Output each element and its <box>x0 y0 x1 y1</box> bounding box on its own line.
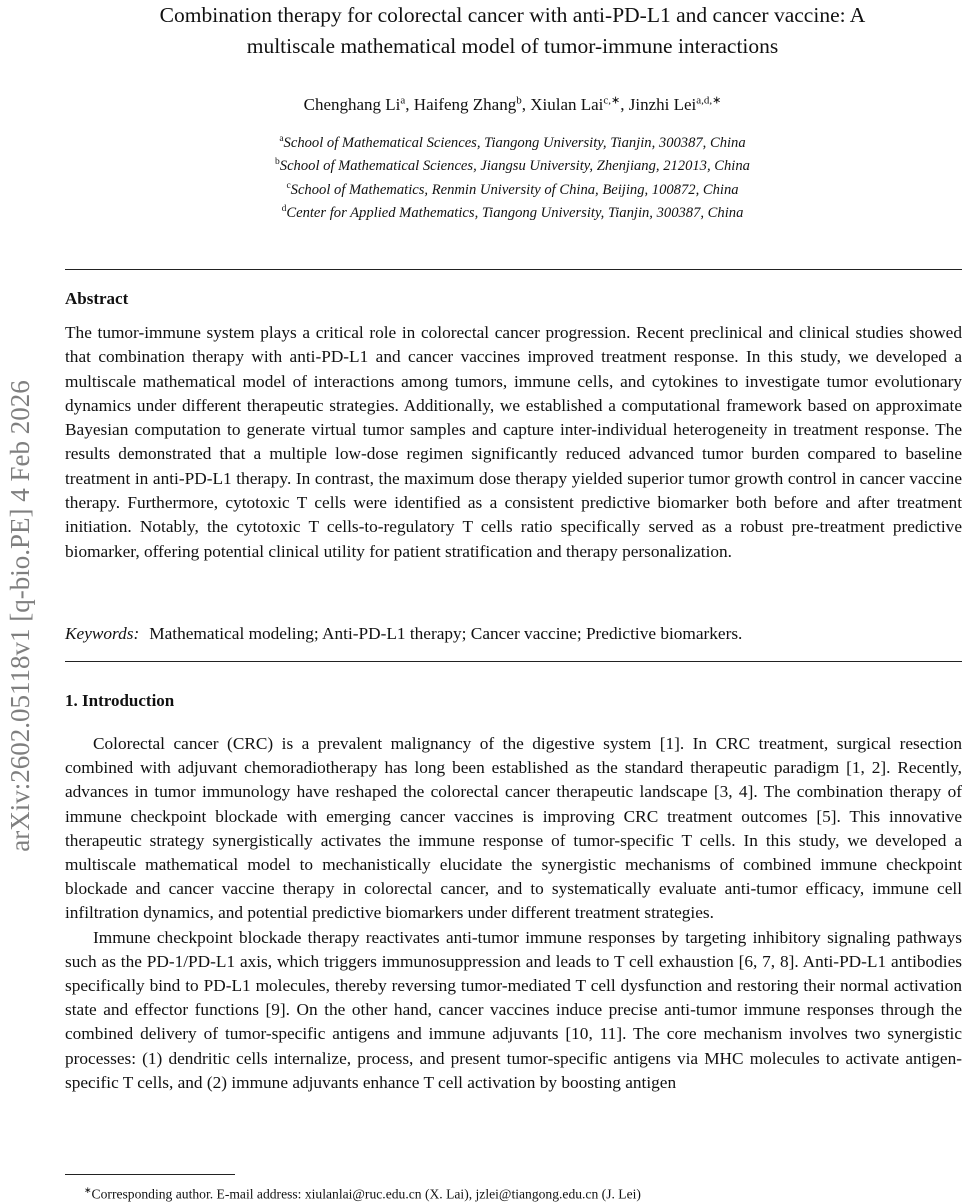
affiliation: $^a$School of Mathematical Sciences, Tiangong University, Tianjin, 300387, China <box>279 134 746 151</box>
introduction-body <box>65 732 962 1095</box>
introduction-paragraph: Colorectal cancer (CRC) is a prevalent malignancy of the digestive system [1]. In CRC treatment, surgical resection combined with adjuvant chemoradiotherapy has long been established as the standard therapeutic paradigm [1, 2]. Recently, advances in tumor immunology have reshaped the colorectal cancer therapeutic landscape [3, 4]. The combination therapy of immune checkpoint blockade with emerging cancer vaccines is improving CRC treatment outcomes [5]. This innovative therapeutic strategy synergistically activates the immune response of tumor-specific T cells. In this study, we developed a multiscale mathematical model to mechanistically elucidate the synergistic mechanisms of combined immune checkpoint blockade and cancer vaccine therapy in colorectal cancer, and to systematically evaluate anti-tumor efficacy, immune cell infiltration dynamics, and potential predictive biomarkers under different treatment strategies. <box>65 734 962 923</box>
paper-title <box>60 0 962 62</box>
footnote-marker: ∗ <box>84 1185 92 1195</box>
keywords-label: Keywords: <box>65 624 140 643</box>
introduction-paragraph: Immune checkpoint blockade therapy reactivates anti-tumor immune responses by targeting inhibitory signaling pathways such as the PD-1/PD-L1 axis, which triggers immunosuppression and leads to T cell exhaustion [6, 7, 8]. Anti-PD-L1 antibodies specifically bind to PD-L1 molecules, thereby reversing tumor-mediated T cell dysfunction and restoring their normal activation state and effector functions [9]. On the other hand, cancer vaccines induce precise anti-tumor immune responses through the combined delivery of tumor-specific antigens and immune adjuvants [10, 11]. The core mechanism involves two synergistic processes: (1) dendritic cells internalize, process, and present tumor-specific antigens via MHC molecules to activate antigen-specific T cells, and (2) immune adjuvants enhance T cell activation by boosting antigen <box>65 927 962 1092</box>
keywords-text: Mathematical modeling; Anti-PD-L1 therapy; Cancer vaccine; Predictive biomarkers. <box>149 624 743 643</box>
author: Jinzhi Lei$^{a,d,∗}$ <box>628 94 722 114</box>
affiliation-list <box>60 130 962 223</box>
author-list <box>60 89 962 116</box>
author: Chenghang Li$^a$, <box>303 94 414 114</box>
affiliation: $^b$School of Mathematical Sciences, Jiangsu University, Zhenjiang, 212013, China <box>275 157 750 175</box>
title-line-2: multiscale mathematical model of tumor-immune interactions <box>246 34 779 58</box>
introduction-heading: 1. Introduction <box>65 691 175 710</box>
author: Xiulan Lai$^{c,∗}$, <box>530 94 629 114</box>
author: Haifeng Zhang$^b$, <box>413 94 531 114</box>
abstract-heading: Abstract <box>65 289 129 308</box>
footnote-text: Corresponding author. E-mail address: xiulanlai@ruc.edu.cn (X. Lai), jzlei@tiangong.edu.cn (J. Lei) <box>91 1186 641 1202</box>
footnote-rule <box>65 1174 235 1175</box>
title-line-1: Combination therapy for colorectal cancer with anti-PD-L1 and cancer vaccine: A <box>159 3 866 27</box>
keywords-line <box>65 622 962 646</box>
abstract-text: The tumor-immune system plays a critical role in colorectal cancer progression. Recent preclinical and clinical studies showed that combination therapy with anti-PD-L1 and cancer vaccines improved treatment response. In this study, we developed a multiscale mathematical model of interactions among tumors, immune cells, and cytokines to investigate tumor evolutionary dynamics under different therapeutic strategies. Additionally, we established a computational framework based on approximate Bayesian computation to generate virtual tumor samples and capture inter-individual heterogeneity in treatment response. The results demonstrated that a multiple low-dose regimen significantly reduced advanced tumor burden compared to baseline treatment in anti-PD-L1 therapy. In contrast, the maximum dose therapy yielded superior tumor growth control in cancer vaccine therapy. Furthermore, cytotoxic T cells were identified as a consistent predictive biomarker both before and after treatment initiation. Notably, the cytotoxic T cells-to-regulatory T cells ratio specifically served as a robust pre-treatment predictive biomarker, offering potential clinical utility for patient stratification and therapy personalization. <box>65 323 962 561</box>
affiliation: $^c$School of Mathematics, Renmin University of China, Beijing, 100872, China <box>286 180 739 198</box>
corresponding-author-footnote <box>84 1181 962 1204</box>
abstract-top-rule <box>65 269 962 270</box>
affiliation: $^d$Center for Applied Mathematics, Tiangong University, Tianjin, 300387, China <box>281 204 744 221</box>
arxiv-identifier-stamp: arXiv:2602.05118v1 [q-bio.PE] 4 Feb 2026 <box>5 380 35 852</box>
abstract-bottom-rule <box>65 661 962 662</box>
